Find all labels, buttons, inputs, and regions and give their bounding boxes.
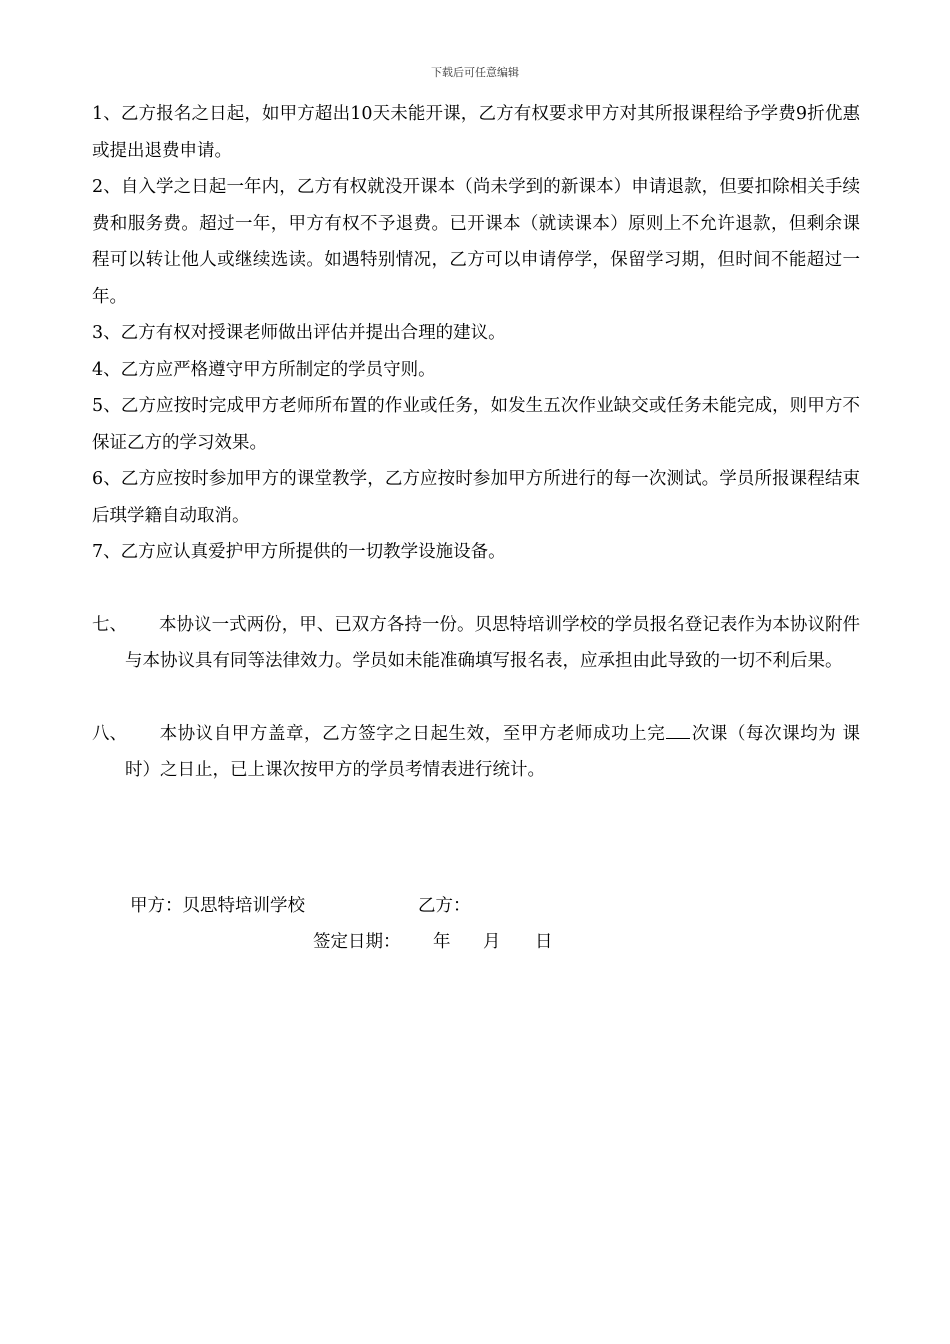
section-seven — [92, 607, 860, 680]
section-seven-number: 七、 — [92, 614, 127, 635]
clause-5: 5、乙方应按时完成甲方老师所布置的作业或任务，如发生五次作业缺交或任务未能完成，则甲方不保证乙方的学习效果。 — [92, 396, 860, 453]
lesson-count-blank[interactable] — [666, 720, 690, 739]
clause-2: 2、自入学之日起一年内，乙方有权就没开课本（尚未学到的新课本）申请退款，但要扣除相关手续费和服务费。超过一年，甲方有权不予退费。已开课本（就读课本）原则上不允许退款，但剩余课程可以转让他人或继续选读。如遇特别情况，乙方可以申请停学，保留学习期，但时间不能超过一年。 — [92, 177, 860, 307]
clause-3: 3、乙方有权对授课老师做出评估并提出合理的建议。 — [92, 323, 506, 343]
party-a-signature: 甲方：贝思特培训学校 — [130, 896, 305, 916]
signing-date-label: 签定日期： — [313, 932, 401, 952]
section-eight-text-end: 次课（每次课均为 课时）之日止，已上课次按甲方的学员考情表进行统计。 — [125, 723, 860, 780]
signing-date-day: 日 — [535, 932, 553, 952]
clause-1: 1、乙方报名之日起，如甲方超出10天未能开课，乙方有权要求甲方对其所报课程给予学费9折优惠或提出退费申请。 — [92, 104, 860, 161]
signing-date-year: 年 — [433, 932, 451, 952]
page-header-note: 下载后可任意编辑 — [431, 66, 519, 79]
signing-date-month: 月 — [483, 932, 501, 952]
section-eight-number: 八、 — [92, 723, 127, 744]
signing-date-line — [313, 924, 553, 960]
section-eight — [92, 716, 860, 789]
section-eight-text-start: 本协议自甲方盖章，乙方签字之日起生效，至甲方老师成功上完 — [159, 723, 666, 744]
section-spacer — [92, 680, 860, 716]
clause-4: 4、乙方应严格遵守甲方所制定的学员守则。 — [92, 359, 436, 380]
signature-line — [130, 888, 471, 924]
agreement-body — [92, 96, 860, 789]
section-seven-text: 本协议一式两份，甲、已双方各持一份。贝思特培训学校的学员报名登记表作为本协议附件与本协议具有同等法律效力。学员如未能准确填写报名表，应承担由此导致的一切不利后果。 — [125, 614, 860, 671]
clause-7: 7、乙方应认真爱护甲方所提供的一切教学设施设备。 — [92, 542, 506, 562]
clause-6: 6、乙方应按时参加甲方的课堂教学，乙方应按时参加甲方所进行的每一次测试。学员所报课程结束后琪学籍自动取消。 — [92, 469, 860, 526]
party-b-signature: 乙方： — [418, 896, 471, 916]
section-spacer — [92, 571, 860, 607]
